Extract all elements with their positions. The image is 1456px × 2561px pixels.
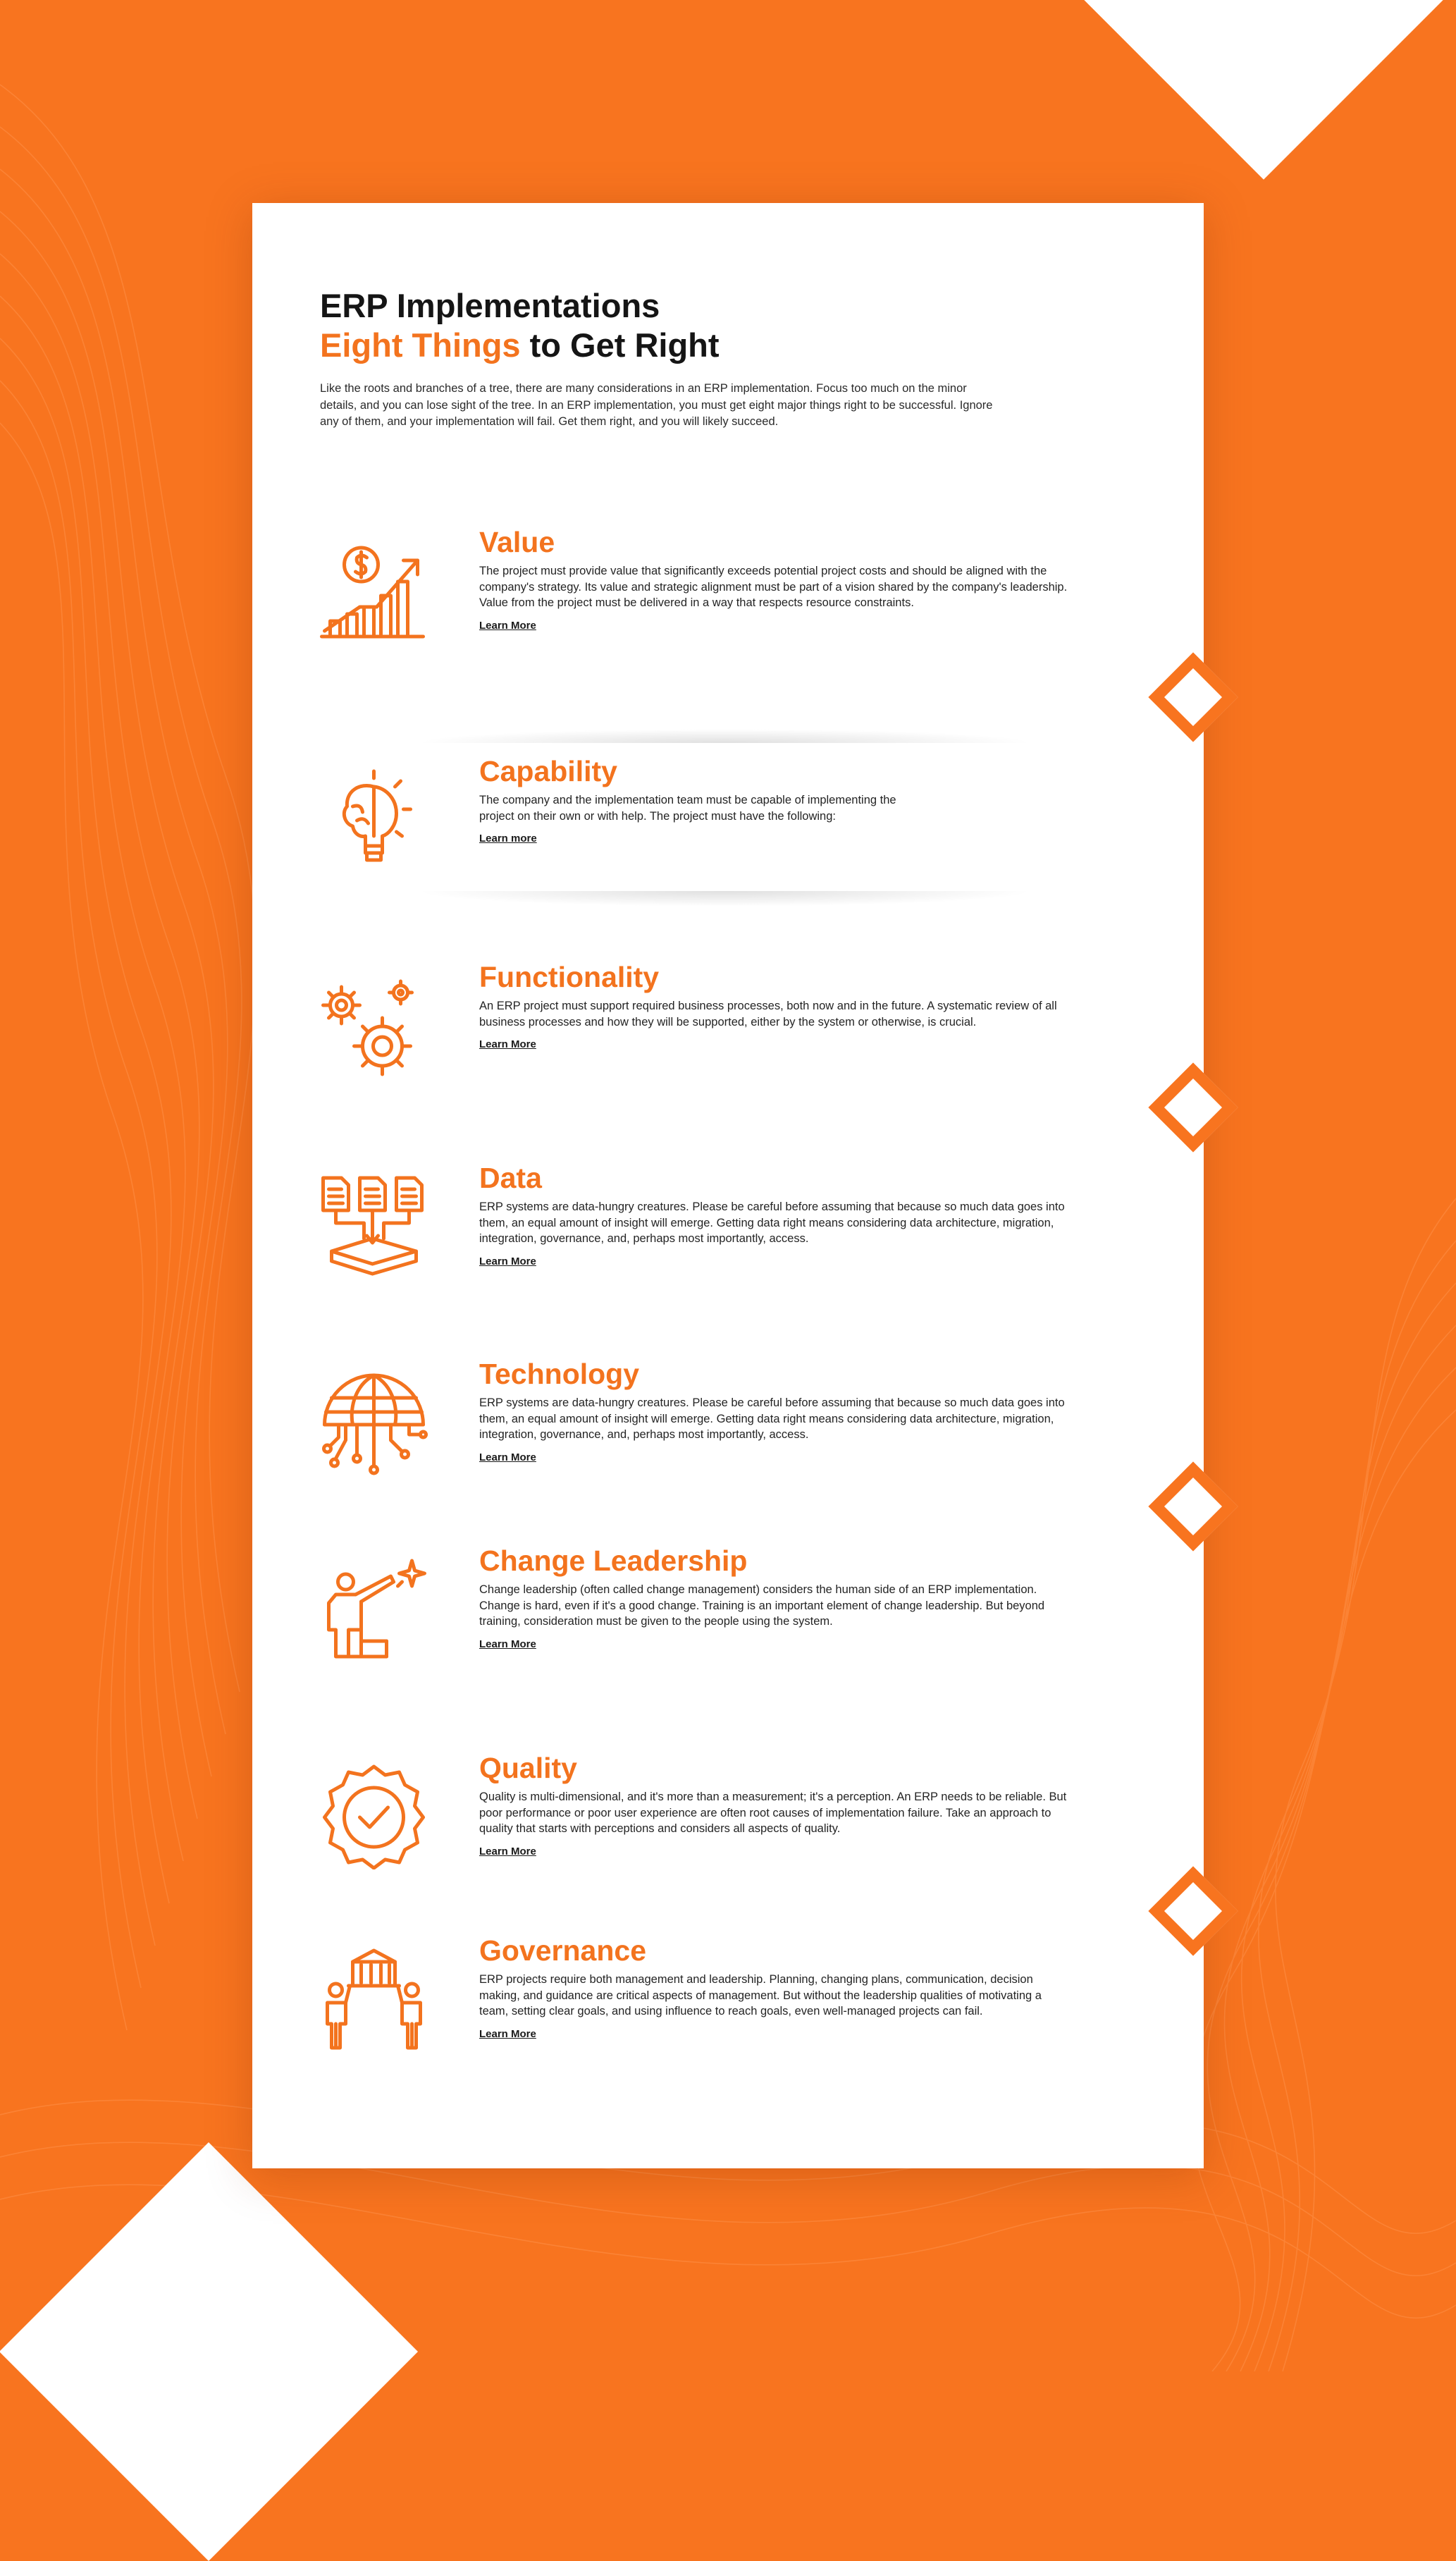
learn-more-link[interactable]: Learn More — [479, 619, 536, 632]
brain-lightbulb-icon — [316, 767, 432, 873]
learn-more-link[interactable]: Learn More — [479, 1845, 536, 1857]
item-description: The company and the implementation team must be capable of implementing the project on their own or with help. The project must have the following: — [479, 794, 896, 823]
item-body — [479, 959, 1071, 1051]
item-title: Quality — [479, 1752, 577, 1784]
learn-more-link[interactable]: Learn more — [479, 833, 537, 845]
item-body — [479, 1750, 1071, 1858]
leader-pointing-star-icon — [316, 1556, 432, 1662]
item-title: Technology — [479, 1358, 640, 1390]
learn-more-link[interactable]: Learn More — [479, 1038, 536, 1050]
item-change-leadership — [252, 1542, 1204, 1712]
item-data — [252, 1160, 1204, 1329]
learn-more-link[interactable]: Learn More — [479, 1638, 536, 1650]
page-title: ERP Implementations — [320, 287, 660, 324]
learn-more-link[interactable]: Learn More — [479, 2027, 536, 2040]
item-body — [479, 753, 1071, 845]
item-title: Change Leadership — [479, 1544, 748, 1577]
item-description: ERP systems are data-hungry creatures. Please be careful before assuming that because so much data goes into them, an equal amount of insight will emerge. Getting data right means considering data architecture, migration, integration, governance, and, perhaps most importantly, access. — [479, 1200, 1065, 1245]
globe-circuit-icon — [316, 1370, 432, 1475]
item-body — [479, 1932, 1071, 2041]
item-title: Governance — [479, 1934, 646, 1967]
item-body — [479, 1356, 1071, 1464]
item-description: Quality is multi-dimensional, and it's more than a measurement; it's a perception. An ERP needs to be reliable. But poor performance or poor user experience are often root causes of implementation failure. Take an approach to quality that starts with perceptions and considers all aspects of quality. — [479, 1791, 1067, 1835]
learn-more-link[interactable]: Learn More — [479, 1451, 536, 1463]
item-title: Data — [479, 1162, 542, 1194]
subtitle-accent: Eight Things — [320, 326, 521, 364]
item-capability — [252, 753, 1204, 922]
item-title: Functionality — [479, 961, 660, 993]
quality-badge-check-icon — [316, 1764, 432, 1869]
item-title: Value — [479, 526, 555, 558]
learn-more-link[interactable]: Learn More — [479, 1255, 536, 1267]
item-governance — [252, 1932, 1204, 2101]
item-description: The project must provide value that significantly exceeds potential project costs and should be aligned with the company's strategy. Its value and strategic alignment must be part of a vision shared by the company's leadership. Value from the project must be delivered in a way that respects resource constraints. — [479, 565, 1068, 609]
item-body — [479, 1542, 1071, 1651]
gears-icon — [316, 973, 432, 1079]
item-description: ERP projects require both management and leadership. Planning, changing plans, communication, decision making, and guidance are critical aspects of management. But without the leadership qualities of motivating a team, setting clear goals, and using influence to reach goals, even well-managed projects can fail. — [479, 1973, 1042, 2018]
infographic-card — [252, 203, 1204, 2168]
item-description: Change leadership (often called change management) considers the human side of an ERP implementation. Change is hard, even if it's a good change. Training is an important element of change leadership. But beyond training, consideration must be given to the people using the system. — [479, 1583, 1045, 1628]
subtitle-rest: to Get Right — [520, 326, 720, 364]
item-title: Capability — [479, 755, 617, 787]
item-functionality — [252, 959, 1204, 1128]
item-body — [479, 524, 1071, 632]
item-description: ERP systems are data-hungry creatures. Please be careful before assuming that because so much data goes into them, an equal amount of insight will emerge. Getting data right means considering data architecture, migration, integration, governance, and, perhaps most importantly, access. — [479, 1396, 1065, 1441]
header — [320, 286, 1025, 431]
page-subtitle — [320, 326, 1025, 365]
item-technology — [252, 1356, 1204, 1525]
item-value — [252, 524, 1204, 693]
intro-text: Like the roots and branches of a tree, there are many considerations in an ERP implementation. Focus too much on the minor details, and you can lose sight of the tree. In an ERP implementation, you must get eight major things right to be successful. Ignore any of them, and your implementation will fail. Get them right, and you will likely succeed. — [320, 382, 993, 428]
documents-data-icon — [316, 1174, 432, 1279]
item-body — [479, 1160, 1071, 1268]
value-growth-chart-icon — [316, 538, 432, 644]
item-quality — [252, 1750, 1204, 1919]
people-holding-building-icon — [316, 1946, 432, 2052]
item-description: An ERP project must support required business processes, both now and in the future. A systematic review of all business processes and how they will be supported, either by the system or otherwise, is crucial. — [479, 1000, 1057, 1028]
